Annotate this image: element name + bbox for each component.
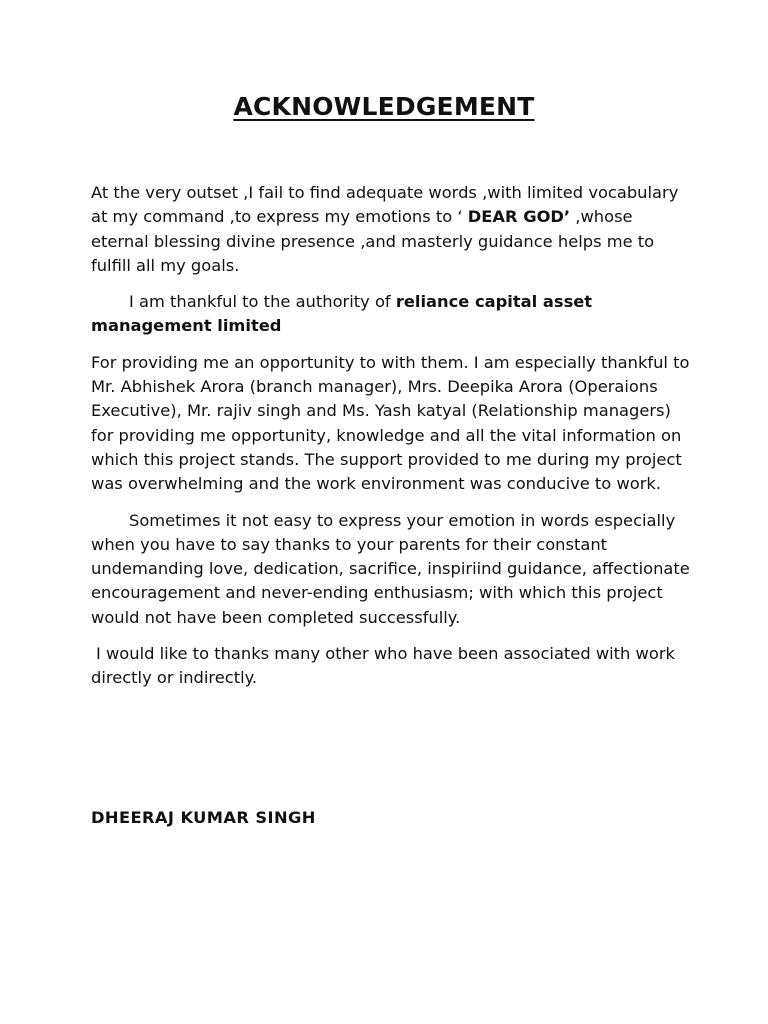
paragraph-1-bold-dear-god: DEAR GOD’	[467, 207, 571, 227]
paragraph-2-text: I am thankful to the authority of	[129, 292, 396, 312]
paragraph-2-bold-company: reliance capital asset management limited	[91, 292, 593, 336]
paragraph-5-text: I would like to thanks many other who have been associated with work directly or indirectly.	[91, 644, 675, 688]
page-title: ACKNOWLEDGEMENT	[233, 92, 535, 121]
acknowledgement-body	[91, 181, 691, 703]
paragraph-4	[91, 509, 691, 630]
paragraph-4-text: Sometimes it not easy to express your emotion in words especially when you have to say thanks to your parents for their constant undemanding love, dedication, sacrifice, inspiriind guidance, affectionate encouragement and never-ending enthusiasm; with which this project would not have been completed successfully.	[91, 510, 690, 627]
signature-name: DHEERAJ KUMAR SINGH	[91, 808, 316, 827]
paragraph-3: For providing me an opportunity to with them. I am especially thankful to Mr. Abhishek Arora (branch manager), Mrs. Deepika Arora (Operaions Executive), Mr. rajiv singh and Ms. Yash katyal (Relationship managers) for providing me opportunity, knowledge and all the vital information on which this project stands. The support provided to me during my project was overwhelming and the work environment was conducive to work.	[91, 352, 690, 494]
paragraph-2	[91, 290, 691, 339]
paragraph-1	[91, 181, 691, 278]
paragraph-1-text-start: At the very outset ,I fail to find adequate words ,with limited vocabulary at my command ,to express my emotions to ‘	[91, 183, 679, 227]
paragraph-1-text-end: ,whose eternal blessing divine presence ,and masterly guidance helps me to fulfill all my goals.	[91, 207, 655, 275]
paragraph-5	[91, 642, 691, 691]
